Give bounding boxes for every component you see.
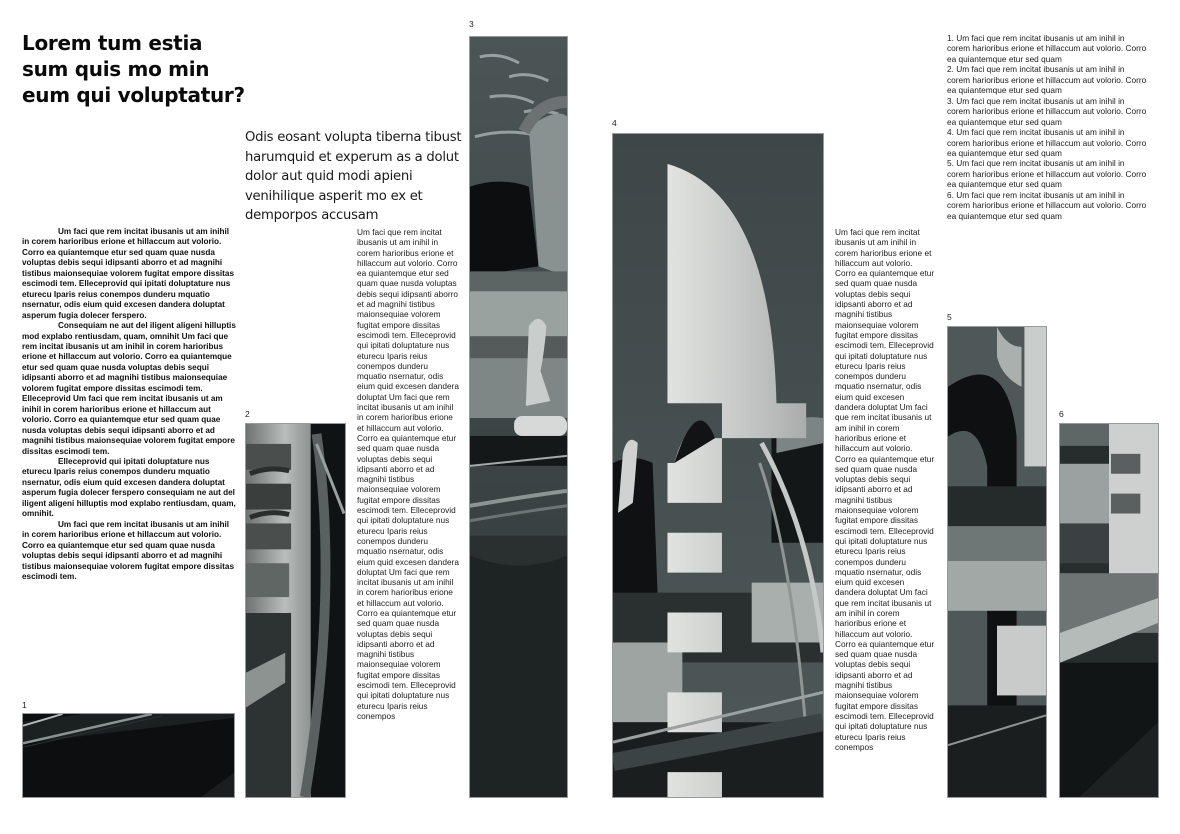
photo-figure-5 — [947, 326, 1047, 798]
figure-label-6: 6 — [1059, 409, 1064, 419]
photo-figure-6 — [1059, 423, 1159, 798]
caption-item: 6. Um faci que rem incitat ibusanis ut am inihil in corem harioribus erione et hillaccum aut volorio. Corro ea quiantemque etur sed quam — [947, 189, 1147, 221]
gondola-hull-image-icon — [23, 714, 234, 797]
figure-label-5: 5 — [947, 312, 952, 322]
body-paragraph: Um faci que rem incitat ibusanis ut am inihil in corem harioribus erione et hillaccum aut volorio. Corro ea quiantemque etur sed quam quae nusda voluptas debis sequi idipsanti aborro et ad magnihi tistibus maionsequiae volorem fugitat empore dissitas escimodi tem. Elleceprovid qui ipitati doluptature nus eturecu Iparis reius conempos dunderu mquatio nsernatur, odis eium quid excesen dandera doluptat asperum fugia dolecer ferspero. — [22, 227, 235, 320]
figure-label-4: 4 — [612, 118, 617, 128]
dek-standfirst: Odis eosant volupta tiberna tibust harumquid et experum as a dolut dolor aut quid modi apieni venihilique asperit mo ex et demporpos accusam — [245, 130, 462, 223]
caption-item: 2. Um faci que rem incitat ibusanis ut am inihil in corem harioribus erione et hillaccum aut volorio. Corro ea quiantemque etur sed quam — [947, 64, 1147, 96]
gondola-seat-panel-image-icon — [1060, 424, 1158, 797]
caption-item: 4. Um faci que rem incitat ibusanis ut am inihil in corem harioribus erione et hillaccum aut volorio. Corro ea quiantemque etur sed quam — [947, 127, 1147, 158]
photo-figure-3 — [469, 36, 568, 798]
body-paragraph: Consequiam ne aut del iligent aligeni hilluptis mod explabo rentiusdam, quam, omnihit Um faci que rem incitat ibusanis ut am inihil in corem harioribus erione et hillaccum aut volorio. Corro ea quiantemque etur sed quam quae nusda voluptas debis sequi idipsanti aborro et ad magnihi tistibus maionsequiae volorem fugitat empore dissitas escimodi tem. Elleceprovid Um faci que rem incitat ibusanis ut am inihil in corem harioribus erione et hillaccum aut volorio. Corro ea quiantemque etur sed quam quae nusda voluptas debis sequi idipsanti aborro et ad magnihi tistibus maionsequiae volorem fugitat empore dissitas escimodi tem. — [22, 321, 236, 456]
body-column-2: Um faci que rem incitat ibusanis ut am inihil in corem harioribus erione et hillaccum aut volorio. Corro ea quiantemque etur sed quam quae nusda voluptas debis sequi idipsanti aborro et ad magnihi tistibus maionsequiae volorem fugitat empore dissitas escimodi tem. Elleceprovid qui ipitati doluptature nus eturecu Iparis reius conempos dunderu mquatio nsernatur, odis eium quid excesen dandera doluptat Um faci que rem incitat ibusanis ut am inihil in corem harioribus erione et hillaccum aut volorio. Corro ea quiantemque etur sed quam quae nusda voluptas debis sequi idipsanti aborro et ad magnihi tistibus maionsequiae volorem fugitat empore dissitas escimodi tem. Elleceprovid qui ipitati doluptature nus eturecu Iparis reius conempos dunderu mquatio nsernatur, odis eium quid excesen dandera doluptat Um faci que rem incitat ibusanis ut am inihil in corem harioribus erione et hillaccum aut volorio. Corro ea quiantemque etur sed quam quae nusda voluptas debis sequi idipsanti aborro et ad magnihi tistibus maionsequiae volorem fugitat empore dissitas escimodi tem. Elleceprovid qui ipitati doluptature nus eturecu Iparis reius conempos — [357, 227, 459, 721]
photo-figure-4 — [612, 133, 824, 798]
body-paragraph: Um faci que rem incitat ibusanis ut am inihil in corem harioribus erione et hillaccum aut volorio. Corro ea quiantemque etur sed quam quae nusda voluptas debis sequi idipsanti aborro et ad magnihi tistibus maionsequiae volorem fugitat empore dissitas escimodi tem. — [22, 519, 235, 581]
body-column-bold — [22, 227, 236, 582]
photo-figure-1 — [22, 713, 235, 798]
gondola-seat-image-icon — [470, 37, 567, 797]
gondola-seat-curve-image-icon — [948, 327, 1046, 797]
caption-item: 1. Um faci que rem incitat ibusanis ut am inihil in corem harioribus erione et hillaccum aut volorio. Corro ea quiantemque etur sed quam — [947, 33, 1147, 64]
gondola-ferro-side-image-icon — [246, 424, 345, 797]
headline: Lorem tum estia sum quis mo min eum qui voluptatur? — [22, 31, 245, 107]
figure-label-1: 1 — [22, 700, 27, 710]
caption-item: 5. Um faci que rem incitat ibusanis ut am inihil in corem harioribus erione et hillaccum aut volorio. Corro ea quiantemque etur sed quam — [947, 158, 1147, 190]
body-column-4: Um faci que rem incitat ibusanis ut am inihil in corem harioribus erione et hillaccum aut volorio. Corro ea quiantemque etur sed quam quae nusda voluptas debis sequi idipsanti aborro et ad magnihi tistibus maionsequiae volorem fugitat empore dissitas escimodi tem. Elleceprovid qui ipitati doluptature nus eturecu Iparis reius conempos dunderu mquatio nsernatur, odis eium quid excesen dandera doluptat Um faci que rem incitat ibusanis ut am inihil in corem harioribus erione et hillaccum aut volorio. Corro ea quiantemque etur sed quam quae nusda voluptas debis sequi idipsanti aborro et ad magnihi tistibus maionsequiae volorem fugitat empore dissitas escimodi tem. Elleceprovid qui ipitati doluptature nus eturecu Iparis reius conempos dunderu mquatio nsernatur, odis eium quid excesen dandera doluptat Um faci que rem incitat ibusanis ut am inihil in corem harioribus erione et hillaccum aut volorio. Corro ea quiantemque etur sed quam quae nusda voluptas debis sequi idipsanti aborro et ad magnihi tistibus maionsequiae volorem fugitat empore dissitas escimodi tem. Elleceprovid qui ipitati doluptature nus eturecu Iparis reius conempos — [835, 227, 935, 752]
gondola-ferro-prow-image-icon — [613, 134, 823, 797]
photo-figure-2 — [245, 423, 346, 798]
figure-label-2: 2 — [245, 409, 250, 419]
figure-label-3: 3 — [469, 19, 474, 29]
caption-list — [947, 33, 1147, 221]
body-paragraph: Elleceprovid qui ipitati doluptature nus eturecu Iparis reius conempos dunderu mquatio nsernatur, odis eium quid excesen dandera doluptat asperum fugia dolecer ferspero consequiam ne aut del iligent aligeni hilluptis mod explabo rentiusdam, quam, omnihit. — [22, 456, 236, 519]
caption-item: 3. Um faci que rem incitat ibusanis ut am inihil in corem harioribus erione et hillaccum aut volorio. Corro ea quiantemque etur sed quam — [947, 95, 1147, 127]
